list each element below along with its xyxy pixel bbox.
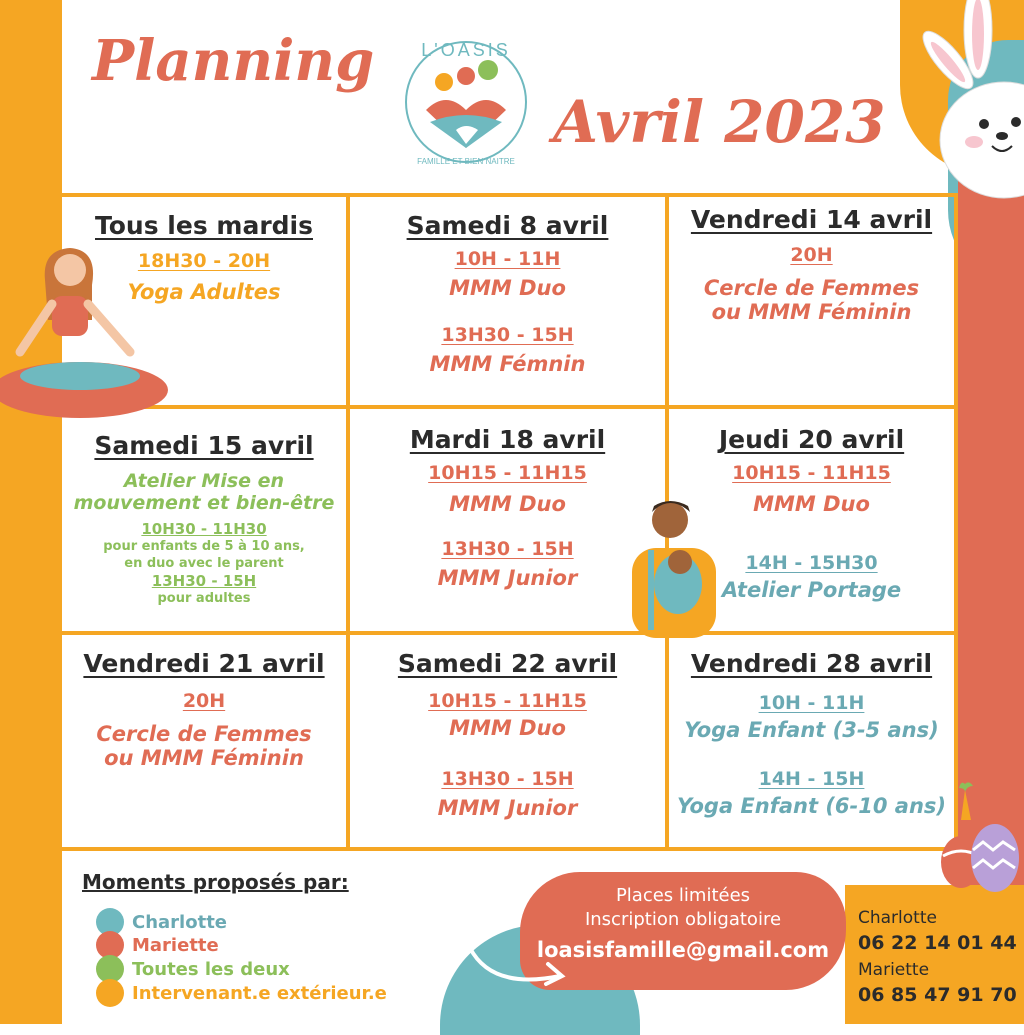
schedule-cell <box>669 205 954 324</box>
cell-activity: MMM Fémnin <box>429 352 586 376</box>
contact-name: Mariette <box>858 960 930 980</box>
cell-activity: Cercle de Femmes <box>703 276 920 300</box>
legend-label: Toutes les deux <box>132 958 290 980</box>
cell-activity-2: ou MMM Féminin <box>711 300 912 324</box>
contact-phone[interactable]: 06 22 14 01 44 <box>858 932 1017 954</box>
cell-day: Vendredi 28 avril <box>690 649 933 678</box>
cell-time: 10H - 11H <box>454 248 561 270</box>
legend-label: Charlotte <box>132 911 228 933</box>
contact-name: Charlotte <box>858 908 937 928</box>
cell-activity: MMM Junior <box>437 796 578 820</box>
schedule-cell <box>62 431 346 607</box>
arrow-icon <box>462 940 572 1000</box>
schedule-cell <box>669 649 954 818</box>
cell-time: 13H30 - 15H <box>441 768 574 790</box>
cell-time: 10H15 - 11H15 <box>732 462 891 484</box>
cell-activity: MMM Duo <box>753 492 870 516</box>
cell-activity: MMM Junior <box>437 566 578 590</box>
legend-item <box>96 981 387 1005</box>
schedule-cell <box>350 425 665 590</box>
cell-activity: MMM Duo <box>449 276 566 300</box>
yoga-woman-illustration-icon <box>0 240 175 425</box>
cell-day: Jeudi 20 avril <box>718 425 905 454</box>
cell-activity: Atelier Portage <box>721 578 902 602</box>
cell-time: 14H - 15H30 <box>745 552 878 574</box>
legend-item <box>96 957 290 981</box>
cell-day: Samedi 15 avril <box>94 431 314 460</box>
cell-activity-2: mouvement et bien-être <box>73 492 335 514</box>
cell-note: en duo avec le parent <box>124 556 284 571</box>
cell-time: 13H30 - 15H <box>441 538 574 560</box>
legend-item <box>96 910 227 934</box>
cell-time: 10H15 - 11H15 <box>428 462 587 484</box>
father-baby-illustration-icon <box>628 498 720 638</box>
legend-item <box>96 933 219 957</box>
cell-activity: Yoga Enfant (3-5 ans) <box>684 718 939 742</box>
bunny-illustration-icon <box>920 0 1024 200</box>
cell-activity: Yoga Enfant (6-10 ans) <box>676 794 947 818</box>
cell-time: 20H <box>182 690 226 712</box>
cell-time: 10H - 11H <box>758 692 865 714</box>
cell-time: 10H15 - 11H15 <box>428 690 587 712</box>
cell-activity: MMM Duo <box>449 492 566 516</box>
contact-phone[interactable]: 06 85 47 91 70 <box>858 984 1017 1006</box>
cell-time: 13H30 - 15H <box>441 324 574 346</box>
page-month: Avril 2023 <box>553 88 886 156</box>
legend-dot-icon <box>96 979 124 1007</box>
cell-time: 13H30 - 15H <box>151 572 257 590</box>
legend-label: Mariette <box>132 934 219 956</box>
cell-activity-2: ou MMM Féminin <box>104 746 304 770</box>
cell-day: Vendredi 14 avril <box>690 205 933 234</box>
cell-day: Tous les mardis <box>95 211 313 240</box>
cell-activity: Cercle de Femmes <box>96 722 312 746</box>
left-orange-band <box>0 0 62 1024</box>
legend-title: Moments proposés par: <box>82 870 349 894</box>
cell-time: 10H30 - 11H30 <box>141 520 267 538</box>
logo-tagline: FAMILLE ET BIEN NAITRE <box>417 157 515 166</box>
cell-time: 18H30 - 20H <box>137 250 271 272</box>
schedule-grid <box>62 193 958 851</box>
schedule-cell <box>62 649 346 770</box>
cell-day: Samedi 22 avril <box>397 649 618 678</box>
oasis-logo <box>396 30 536 170</box>
cell-day: Samedi 8 avril <box>406 211 609 240</box>
cell-note: pour enfants de 5 à 10 ans, <box>103 539 305 554</box>
schedule-cell <box>350 649 665 820</box>
legend-label: Intervenant.e extérieur.e <box>132 982 387 1004</box>
cell-note: pour adultes <box>157 591 251 606</box>
cell-activity: Atelier Mise en <box>123 470 285 492</box>
cell-time: 20H <box>790 244 833 266</box>
cell-day: Mardi 18 avril <box>409 425 606 454</box>
cta-limited-places: Places limitées <box>615 885 751 906</box>
cell-time: 14H - 15H <box>758 768 865 790</box>
page-title: Planning <box>92 28 375 94</box>
logo-name: L'OASIS <box>421 40 511 60</box>
cta-registration: Inscription obligatoire <box>584 909 782 930</box>
cta-email-link[interactable]: loasisfamille@gmail.com <box>536 938 830 962</box>
cell-activity: Yoga Adultes <box>127 280 281 304</box>
schedule-cell <box>350 211 665 376</box>
easter-eggs-illustration-icon <box>935 780 1024 895</box>
cell-day: Vendredi 21 avril <box>83 649 325 678</box>
cell-activity: MMM Duo <box>449 716 566 740</box>
